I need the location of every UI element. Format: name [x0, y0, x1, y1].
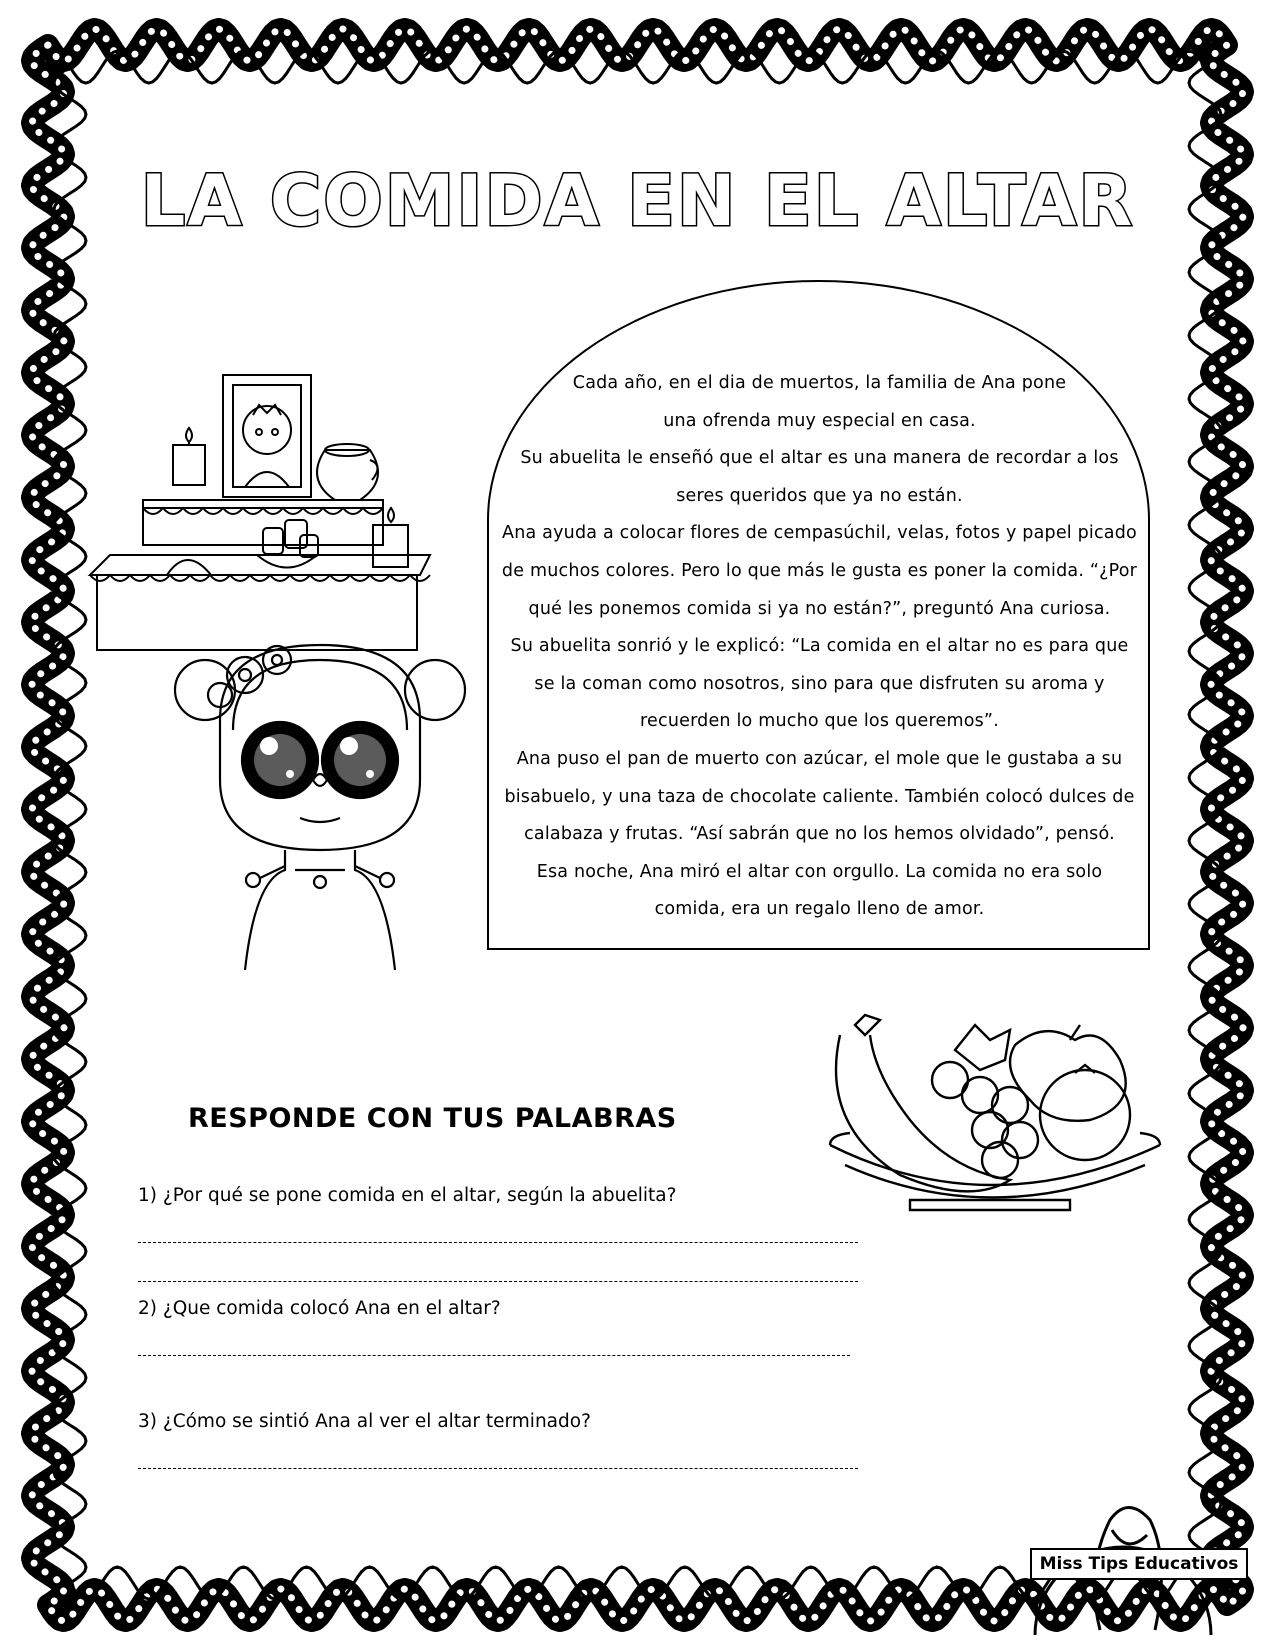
story-line: se la coman como nosotros, sino para que disfruten su aroma y — [534, 673, 1105, 694]
story-line: Su abuelita le enseñó que el altar es una manera de recordar a los — [520, 448, 1119, 469]
story-line: Cada año, en el dia de muertos, la familia de Ana pone — [572, 373, 1067, 393]
answer-line[interactable] — [138, 1355, 850, 1356]
story-line: Su abuelita sonrió y le explicó: “La comida en el altar no es para que — [510, 636, 1129, 657]
story-line: calabaza y frutas. “Así sabrán que no los hemos olvidado”, pensó. — [524, 824, 1115, 845]
section-title: RESPONDE CON TUS PALABRAS — [188, 1103, 677, 1134]
fruit-bowl-illustration — [815, 1005, 1165, 1235]
story-text — [497, 365, 1142, 929]
story-line: comida, era un regalo lleno de amor. — [654, 899, 985, 920]
question-3: 3) ¿Cómo se sintió Ana al ver el altar terminado? — [138, 1411, 591, 1432]
story-line: Ana ayuda a colocar flores de cempasúchil, velas, fotos y papel picado — [502, 523, 1137, 544]
story-line: qué les ponemos comida si ya no están?”, preguntó Ana curiosa. — [528, 598, 1111, 619]
catrina-girl-illustration — [165, 640, 475, 970]
story-line: una ofrenda muy especial en casa. — [663, 410, 976, 431]
question-1: 1) ¿Por qué se pone comida en el altar, según la abuelita? — [138, 1185, 677, 1206]
story-line: Ana puso el pan de muerto con azúcar, el mole que le gustaba a su — [516, 748, 1123, 769]
story-line: seres queridos que ya no están. — [676, 485, 963, 506]
page-title: LA COMIDA EN EL ALTAR — [140, 160, 1135, 242]
story-line: Esa noche, Ana miró el altar con orgullo. La comida no era solo — [536, 861, 1103, 882]
answer-line[interactable] — [138, 1468, 858, 1469]
answer-line[interactable] — [138, 1242, 858, 1243]
story-line: recuerden lo mucho que los queremos”. — [640, 711, 999, 732]
brand-label: Miss Tips Educativos — [1030, 1548, 1248, 1580]
story-line: de muchos colores. Pero lo que más le gusta es poner la comida. “¿Por — [501, 560, 1138, 581]
story-line: bisabuelo, y una taza de chocolate caliente. También colocó dulces de — [504, 786, 1135, 807]
question-2: 2) ¿Que comida colocó Ana en el altar? — [138, 1298, 501, 1319]
answer-line[interactable] — [138, 1281, 858, 1282]
